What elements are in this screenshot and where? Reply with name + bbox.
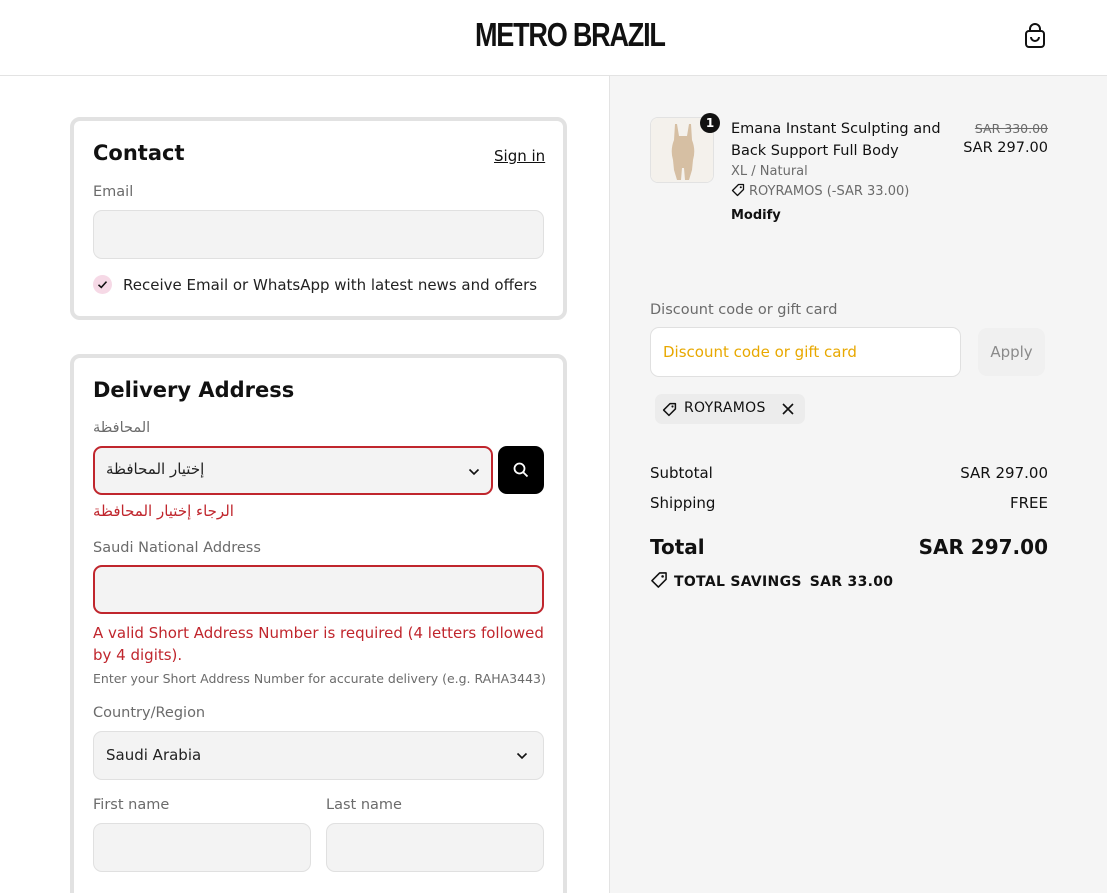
contact-title: Contact <box>93 141 185 165</box>
shipping-value: FREE <box>1009 494 1048 512</box>
savings-value: SAR 33.00 <box>809 574 894 590</box>
search-button[interactable] <box>498 446 544 494</box>
product-title: Emana Instant Sculpting and Back Support Full Body <box>731 121 941 159</box>
shopping-bag-icon[interactable] <box>1022 22 1048 50</box>
discount-placeholder: Discount code or gift card <box>663 343 857 361</box>
tag-icon <box>650 571 668 589</box>
first-name-label: First name <box>93 797 170 813</box>
subtotal-value: SAR 297.00 <box>960 464 1048 482</box>
email-field[interactable] <box>93 210 544 259</box>
sign-in-link[interactable]: Sign in <box>494 147 546 165</box>
apply-button[interactable]: Apply <box>978 328 1045 376</box>
national-address-hint: Enter your Short Address Number for accurate delivery (e.g. RAHA3443) <box>93 671 546 686</box>
applied-discount-chip <box>655 394 805 424</box>
email-label: Email <box>93 184 134 200</box>
governorate-select[interactable] <box>93 446 493 495</box>
last-name-field[interactable] <box>326 823 544 872</box>
remove-code-icon[interactable] <box>780 401 796 417</box>
checkmark-icon <box>97 279 108 290</box>
shipping-label: Shipping <box>650 494 716 512</box>
national-address-error: A valid Short Address Number is required (4 letters followed by 4 digits). <box>93 624 544 664</box>
total-savings <box>650 571 893 590</box>
original-price: SAR 330.00 <box>974 121 1048 136</box>
last-name-label: Last name <box>326 797 402 813</box>
country-label: Country/Region <box>93 705 206 721</box>
country-select[interactable] <box>93 731 544 780</box>
quantity-badge: 1 <box>700 113 720 133</box>
savings-label: TOTAL SAVINGS <box>674 574 802 590</box>
governorate-error: الرجاء إختيار المحافظة <box>93 502 234 520</box>
country-value: Saudi Arabia <box>106 746 202 764</box>
chevron-down-icon <box>516 752 528 760</box>
chevron-down-icon <box>468 468 480 476</box>
product-variant: XL / Natural <box>731 164 808 179</box>
subtotal-label: Subtotal <box>650 464 713 482</box>
product-discount-text: ROYRAMOS (-SAR 33.00) <box>749 184 910 199</box>
national-address-label: Saudi National Address <box>93 540 261 556</box>
applied-code: ROYRAMOS <box>684 400 766 416</box>
site-header <box>0 0 1107 76</box>
current-price: SAR 297.00 <box>963 140 1048 156</box>
tag-icon <box>731 183 745 197</box>
tag-icon <box>662 402 677 417</box>
modify-link[interactable]: Modify <box>731 208 781 223</box>
newsletter-checkbox[interactable] <box>93 275 112 294</box>
national-address-field[interactable] <box>93 565 544 614</box>
brand-logo[interactable]: METRO BRAZIL <box>475 16 665 53</box>
discount-code-input[interactable] <box>650 327 961 377</box>
total-label: Total <box>650 535 705 559</box>
newsletter-label: Receive Email or WhatsApp with latest news and offers <box>123 276 538 294</box>
first-name-field[interactable] <box>93 823 311 872</box>
discount-label: Discount code or gift card <box>650 302 838 318</box>
total-value: SAR 297.00 <box>918 535 1048 559</box>
governorate-label: المحافظة <box>93 420 151 436</box>
search-icon <box>513 462 529 478</box>
governorate-value: إختيار المحافظة <box>106 460 205 478</box>
product-discount <box>731 183 909 199</box>
delivery-title: Delivery Address <box>93 378 295 402</box>
